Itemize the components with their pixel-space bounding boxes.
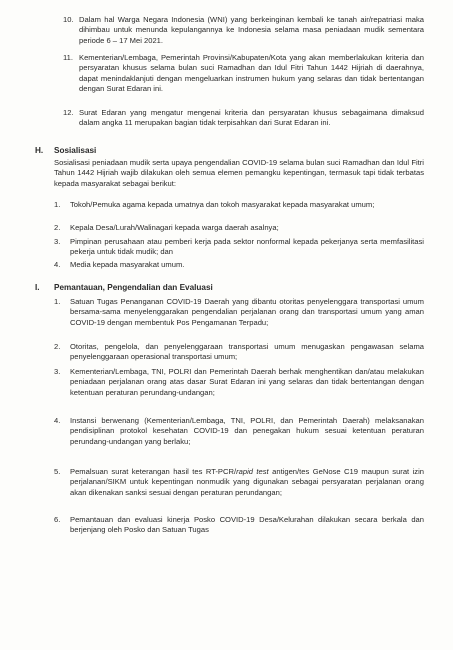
section-letter: H. — [35, 146, 44, 155]
item-number: 10. — [63, 15, 74, 24]
list-item — [63, 15, 424, 46]
list-item — [54, 260, 424, 270]
item-number: 1. — [54, 200, 61, 209]
item-text: Satuan Tugas Penanganan COVID-19 Daerah yang dibantu otoritas penyelenggara transportasi umum bersama-sama menyelenggarakan pengendalian perjalanan orang dan transportasi umum yang aman COVID-19 dengan membentuk Pos Pengamanan Terpadu; — [70, 297, 424, 327]
item-number: 6. — [54, 515, 61, 524]
section-title: Sosialisasi — [54, 146, 97, 155]
list-item — [63, 53, 424, 95]
item-number: 2. — [54, 342, 61, 351]
item-text: Kepala Desa/Lurah/Walinagari kepada warga daerah asalnya; — [70, 223, 279, 232]
list-item — [54, 467, 424, 498]
intro-text: Sosialisasi peniadaan mudik serta upaya pengendalian COVID-19 selama bulan suci Ramadhan dan Idul Fitri Tahun 1442 Hijriah wajib dilakukan oleh semua elemen pemangku kepentingan, termasuk tapi tidak terbatas kepada masyarakat sebagai berikut: — [54, 158, 424, 188]
list-item — [63, 108, 424, 129]
item-text: Otoritas, pengelola, dan penyelenggaraan transportasi umum menugaskan pengawasan selama penyelenggaraan operasional transportasi umum; — [70, 342, 424, 362]
list-item — [54, 342, 424, 363]
item-text: Dalam hal Warga Negara Indonesia (WNI) yang berkeinginan kembali ke tanah air/repatriasi maka dihimbau untuk menunda kepulangannya ke Indonesia selama masa peniadaan mudik sementara periode 6 – 17 Mei 2021. — [79, 15, 424, 45]
list-item — [54, 416, 424, 447]
list-item — [54, 367, 424, 398]
section-intro — [54, 158, 424, 189]
item-text: Kementerian/Lembaga, Pemerintah Provinsi/Kabupaten/Kota yang akan memberlakukan kriteria dan persyaratan khusus selama bulan suci Ramadhan dan Idul Fitri Tahun 1442 Hijriah di daerahnya, dapat menindaklanjuti dengan mengeluarkan instrumen hukum yang selaras dan tidak bertentangan dengan Surat Edaran ini. — [79, 53, 424, 94]
section-title: Pemantauan, Pengendalian dan Evaluasi — [54, 283, 213, 292]
list-item — [54, 297, 424, 328]
item-number: 11. — [63, 53, 73, 62]
item-text-part: Pemalsuan surat keterangan hasil tes RT-PCR/ — [70, 467, 237, 476]
item-text-part: antigen/tes GeNose C19 maupun surat izin perjalanan/SIKM untuk kepentingan nonmudik yang digunakan sebagai persyaratan perjalanan orang akan dikenakan sanksi sesuai dengan peraturan perundangan; — [70, 467, 424, 497]
item-text: Pimpinan perusahaan atau pemberi kerja pada sektor nonformal kepada pekerjanya serta memfasilitasi pekerja untuk tidak mudik; dan — [70, 237, 424, 257]
section-heading-i — [35, 283, 213, 293]
item-number: 3. — [54, 367, 61, 376]
item-text: Surat Edaran yang mengatur mengenai kriteria dan persyaratan khusus sebagaimana dimaksud dalam angka 11 merupakan bagian tidak terpisahkan dari Surat Edaran ini. — [79, 108, 424, 128]
list-item — [54, 200, 424, 210]
item-text: Media kepada masyarakat umum. — [70, 260, 185, 269]
item-number: 1. — [54, 297, 61, 306]
section-heading-h — [35, 146, 97, 156]
list-item — [54, 223, 424, 233]
list-item — [54, 515, 424, 536]
item-number: 12. — [63, 108, 74, 117]
item-text: Pemantauan dan evaluasi kinerja Posko COVID-19 Desa/Kelurahan dilakukan secara berkala dan berjenjang oleh Posko dan Satuan Tugas — [70, 515, 424, 535]
item-number: 2. — [54, 223, 61, 232]
item-text: Kementerian/Lembaga, TNI, POLRI dan Pemerintah Daerah berhak menghentikan dan/atau melakukan peniadaan perjalanan orang atas dasar Surat Edaran ini yang selaras dan tidak bertentangan dengan ketentuan peraturan perundang-undangan; — [70, 367, 424, 397]
item-number: 3. — [54, 237, 61, 246]
item-text-italic: rapid test — [236, 467, 269, 476]
item-number: 5. — [54, 467, 61, 476]
item-text: Tokoh/Pemuka agama kepada umatnya dan tokoh masyarakat kepada masyarakat umum; — [70, 200, 375, 209]
list-item — [54, 237, 424, 258]
item-text: Instansi berwenang (Kementerian/Lembaga, TNI, POLRI, dan Pemerintah Daerah) melaksanakan pendisiplinan protokol kesehatan COVID-19 dan penegakan hukum sesuai ketentuan peraturan perundang-undangan yang berlaku; — [70, 416, 424, 446]
section-letter: I. — [35, 283, 40, 292]
item-number: 4. — [54, 260, 61, 269]
item-number: 4. — [54, 416, 61, 425]
